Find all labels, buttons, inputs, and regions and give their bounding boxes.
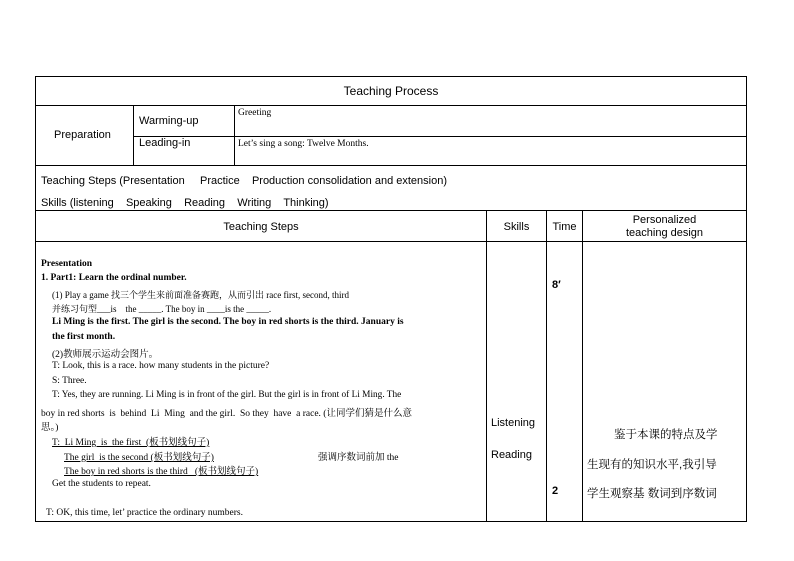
body-line: (2)教师展示运动会图片。 [52, 350, 159, 360]
body-line: 并练习句型___is the _____. The boy in ____is the _____. [52, 304, 272, 314]
body-line: T: Look, this is a race. how many students in the picture? [52, 361, 270, 371]
time-value: 2 [552, 485, 559, 497]
time-header: Time [552, 221, 577, 233]
body-bold-line: Li Ming is the first. The girl is the second. The boy in red shorts is the third. January is [52, 317, 404, 327]
skills-header: Skills [503, 221, 530, 233]
body-line: 思。) [41, 423, 59, 433]
personalized-header-2: teaching design [625, 227, 704, 239]
row-divider [36, 105, 746, 106]
personalized-text: 生现有的知识水平,我引导 [587, 459, 717, 471]
preparation-label: Preparation [54, 129, 111, 141]
body-underlined-line: T: Li Ming is the first (板书划线句子) [52, 438, 210, 448]
col-divider [234, 105, 235, 165]
body-line: S: Three. [52, 376, 87, 386]
teaching-steps-header: Teaching Steps [223, 221, 299, 233]
row-divider [36, 165, 746, 166]
personalized-header-1: Personalized [632, 214, 697, 226]
body-underlined-line: The boy in red shorts is the third (板书划线句子) [64, 467, 259, 477]
time-value: 8′ [552, 279, 561, 291]
col-divider [546, 210, 547, 522]
skill-listening: Listening [491, 417, 536, 429]
table-title: Teaching Process [343, 84, 439, 98]
presentation-heading: Presentation [41, 259, 93, 269]
col-divider [486, 210, 487, 522]
row-divider [36, 210, 746, 211]
leading-in-text: Let’s sing a song: Twelve Months. [238, 139, 369, 149]
emphasis-note: 强调序数词前加 the [318, 453, 399, 463]
body-line: Get the students to repeat. [52, 479, 151, 489]
body-line: boy in red shorts is behind Li Ming and the girl. So they have a race. (让同学们猜是什么意 [41, 409, 412, 419]
leading-in-label: Leading-in [139, 137, 191, 149]
skill-reading: Reading [491, 449, 532, 461]
row-divider [36, 241, 746, 242]
teaching-process-table [35, 76, 747, 522]
body-line: (1) Play a game 找三个学生来前面准备赛跑，从而引出 race first, second, third [52, 290, 349, 300]
body-bold-line: the first month. [52, 332, 116, 342]
body-line: T: Yes, they are running. Li Ming is in front of the girl. But the girl is in front of Li Ming. The [52, 390, 402, 400]
personalized-text: 学生观察基 数词到序数词 [587, 488, 717, 500]
warming-up-label: Warming-up [139, 115, 199, 127]
personalized-text: 鉴于本课的特点及学 [614, 429, 718, 441]
body-underlined-line: The girl is the second (板书划线句子) [64, 453, 214, 463]
part1-heading: 1. Part1: Learn the ordinal number. [41, 273, 187, 283]
skills-line: Skills (listening Speaking Reading Writing Thinking) [41, 197, 329, 209]
row-divider [133, 136, 746, 137]
col-divider [582, 210, 583, 522]
greeting-text: Greeting [238, 108, 272, 118]
col-divider [133, 105, 134, 165]
body-line: T: OK, this time, let’ practice the ordinary numbers. [46, 508, 243, 518]
teaching-steps-line: Teaching Steps (Presentation Practice Production consolidation and extension) [41, 175, 448, 187]
